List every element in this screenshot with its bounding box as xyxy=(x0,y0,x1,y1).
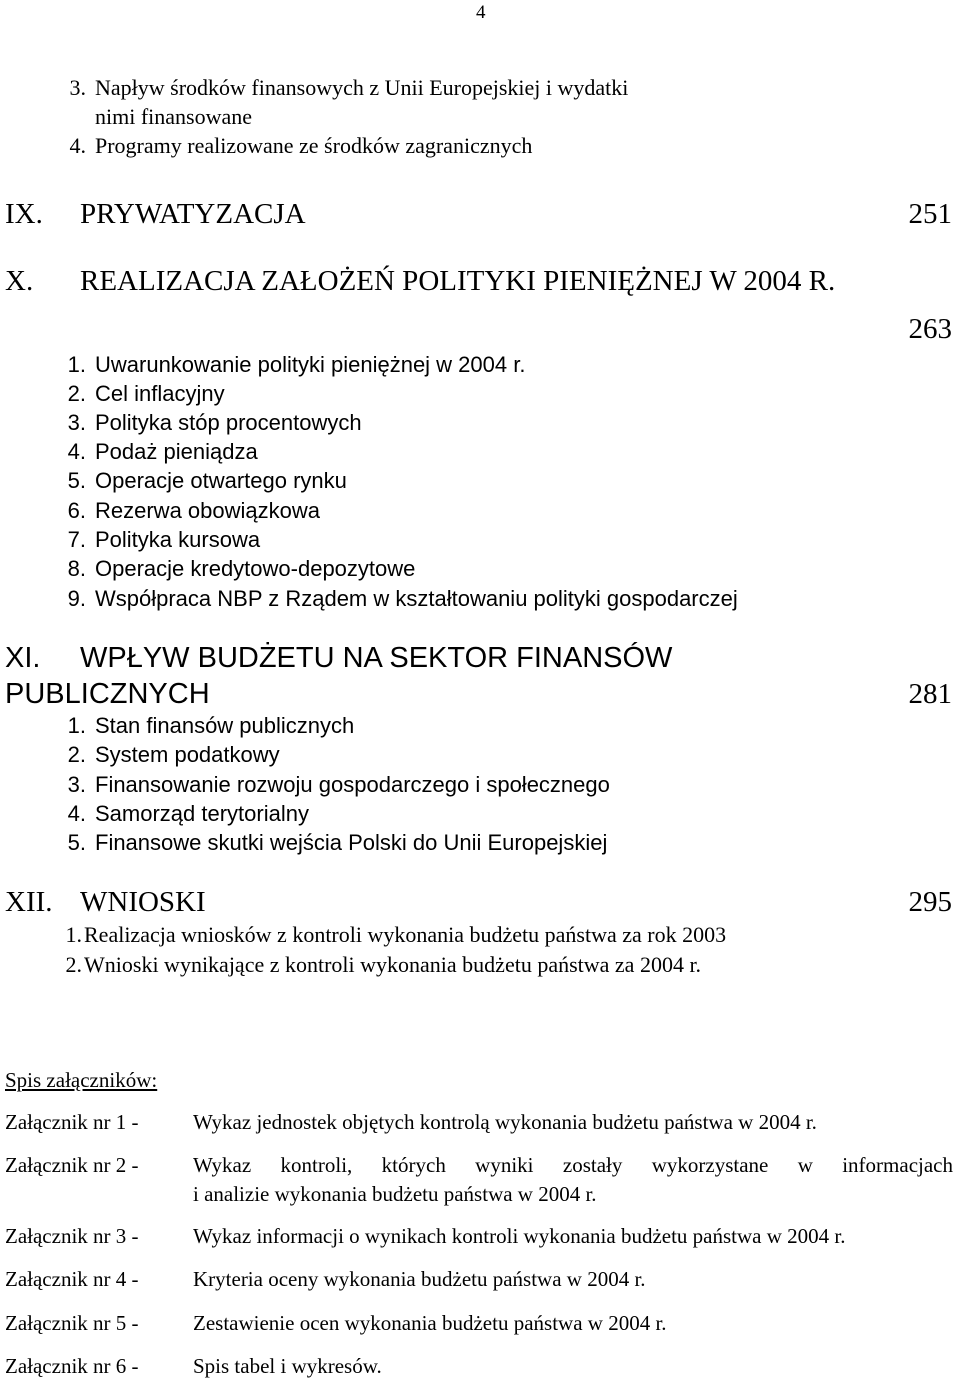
item-text: Samorząd terytorialny xyxy=(95,801,309,826)
attachment-description: Kryteria oceny wykonania budżetu państwa w 2004 r. xyxy=(193,1267,646,1291)
item-number: 1. xyxy=(67,713,86,738)
item-text: Operacje otwartego rynku xyxy=(95,468,347,493)
item-number: 4. xyxy=(67,439,86,464)
attachment-label: Załącznik nr 4 - xyxy=(5,1267,139,1291)
toc-item xyxy=(50,525,260,554)
section-heading-xi xyxy=(5,641,672,675)
toc-item xyxy=(50,711,354,740)
item-number: 1. xyxy=(67,352,86,377)
toc-item xyxy=(50,770,610,799)
item-number: 4. xyxy=(69,133,86,158)
attachment-label: Załącznik nr 1 - xyxy=(5,1110,139,1134)
toc-item xyxy=(50,350,525,379)
section-title: REALIZACJA ZAŁOŻEŃ POLITYKI PIENIĘŻNEJ W 2004 R. xyxy=(80,265,836,297)
item-number: 2. xyxy=(67,381,86,406)
item-number: 8. xyxy=(67,556,86,581)
section-title: PRYWATYZACJA xyxy=(80,198,306,230)
item-text: Programy realizowane ze środków zagranicznych xyxy=(95,133,533,158)
item-number: 3. xyxy=(67,410,86,435)
item-number: 6. xyxy=(67,498,86,523)
toc-item xyxy=(50,437,258,466)
toc-item xyxy=(50,466,347,495)
section-number: IX. xyxy=(5,198,43,230)
item-text: System podatkowy xyxy=(95,742,280,767)
item-text: Współpraca NBP z Rządem w kształtowaniu polityki gospodarczej xyxy=(95,586,738,611)
attachments-heading: Spis załączników: xyxy=(5,1068,158,1092)
toc-item xyxy=(50,408,362,437)
item-number: 7. xyxy=(67,527,86,552)
section-page-number: 263 xyxy=(908,313,952,345)
attachment-label: Załącznik nr 2 - xyxy=(5,1153,139,1177)
attachment-description: Wykaz informacji o wynikach kontroli wykonania budżetu państwa w 2004 r. xyxy=(193,1224,846,1248)
toc-item xyxy=(50,584,738,613)
item-text: Uwarunkowanie polityki pieniężnej w 2004 r. xyxy=(95,352,526,377)
item-number: 5. xyxy=(67,830,86,855)
toc-item xyxy=(50,131,532,160)
section-title: WNIOSKI xyxy=(80,886,206,918)
section-heading-xii xyxy=(5,885,206,919)
item-text: Cel inflacyjny xyxy=(95,381,225,406)
attachment-label: Załącznik nr 3 - xyxy=(5,1224,139,1248)
item-text: Podaż pieniądza xyxy=(95,439,258,464)
item-text: Finansowanie rozwoju gospodarczego i społecznego xyxy=(95,772,610,797)
section-page-number: 295 xyxy=(908,886,952,918)
attachment-description-continuation: i analizie wykonania budżetu państwa w 2004 r. xyxy=(193,1182,597,1206)
item-number: 9. xyxy=(67,586,86,611)
item-text: Finansowe skutki wejścia Polski do Unii Europejskiej xyxy=(95,830,608,855)
toc-item xyxy=(50,379,225,408)
toc-item xyxy=(50,920,726,949)
section-heading-ix xyxy=(5,197,306,231)
section-page-number: 251 xyxy=(908,198,952,230)
item-number: 2. xyxy=(67,742,86,767)
toc-item xyxy=(50,828,607,857)
item-text: Realizacja wniosków z kontroli wykonania budżetu państwa za rok 2003 xyxy=(84,922,727,947)
section-page-number: 281 xyxy=(908,678,952,710)
item-number: 5. xyxy=(67,468,86,493)
attachment-label: Załącznik nr 6 - xyxy=(5,1354,139,1378)
toc-item xyxy=(50,740,280,769)
section-number: XII. xyxy=(5,886,53,918)
toc-item-continuation: nimi finansowane xyxy=(95,104,253,129)
page-number: 4 xyxy=(476,2,486,23)
section-heading-x xyxy=(5,264,835,298)
section-title-continuation: PUBLICZNYCH xyxy=(5,678,210,710)
toc-item xyxy=(50,799,309,828)
attachment-description: Wykaz jednostek objętych kontrolą wykonania budżetu państwa w 2004 r. xyxy=(193,1110,817,1134)
item-number: 1. xyxy=(65,922,82,947)
item-number: 2. xyxy=(65,952,82,977)
attachment-description: Wykaz kontroli, których wyniki zostały wykorzystane w informacjach xyxy=(193,1153,953,1177)
attachment-label: Załącznik nr 5 - xyxy=(5,1311,139,1335)
toc-item xyxy=(50,496,320,525)
item-number: 3. xyxy=(67,772,86,797)
item-text: Polityka kursowa xyxy=(95,527,261,552)
toc-item xyxy=(50,950,701,979)
item-number: 4. xyxy=(67,801,86,826)
item-text: Napływ środków finansowych z Unii Europejskiej i wydatki xyxy=(95,75,629,100)
item-text: Operacje kredytowo-depozytowe xyxy=(95,556,416,581)
toc-item xyxy=(50,73,628,102)
toc-item xyxy=(50,554,415,583)
section-number: X. xyxy=(5,265,34,297)
item-number: 3. xyxy=(69,75,86,100)
item-text: Rezerwa obowiązkowa xyxy=(95,498,320,523)
item-text: Stan finansów publicznych xyxy=(95,713,355,738)
attachment-description: Zestawienie ocen wykonania budżetu państwa w 2004 r. xyxy=(193,1311,667,1335)
item-text: Wnioski wynikające z kontroli wykonania budżetu państwa za 2004 r. xyxy=(84,952,702,977)
attachment-description: Spis tabel i wykresów. xyxy=(193,1354,382,1378)
section-title: WPŁYW BUDŻETU NA SEKTOR FINANSÓW xyxy=(80,642,673,674)
item-text: Polityka stóp procentowych xyxy=(95,410,362,435)
section-number: XI. xyxy=(5,642,41,674)
